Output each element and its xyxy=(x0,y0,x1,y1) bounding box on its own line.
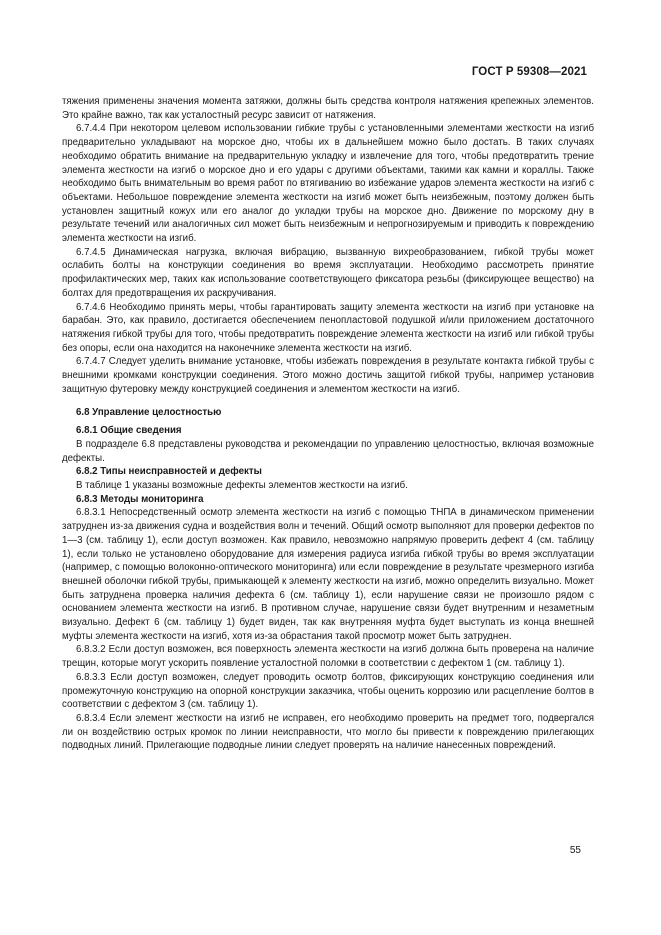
paragraph-6-8-3-4: 6.8.3.4 Если элемент жесткости на изгиб не исправен, его необходимо проверить на предмет того, подвергался ли он воздействию острых кромок по линии неисправности, что могло бы привести к повреждению прилегающих подводных линий. Прилегающие подводные линии следует проверять на наличие нанесенных повреждений. xyxy=(62,712,594,752)
subsection-heading-6-8-3: 6.8.3 Методы мониторинга xyxy=(76,493,204,505)
document-standard-id: ГОСТ Р 59308—2021 xyxy=(471,66,587,78)
paragraph-continuation: тяжения применены значения момента затяжки, должны быть средства контроля натяжения крепежных элементов. Это крайне важно, так как усталостный ресурс зависит от натяжения. xyxy=(62,96,594,121)
subsection-heading-6-8-2: 6.8.2 Типы неисправностей и дефекты xyxy=(76,466,262,478)
paragraph-6-8-3-3: 6.8.3.3 Если доступ возможен, следует проводить осмотр болтов, фиксирующих конструкцию соединения или промежуточную конструкцию на опорной конструкции заказчика, чтобы оценить коррозию или расцепление болтов в соответствии с дефектом 3 (см. таблицу 1). xyxy=(62,671,594,711)
page-number: 55 xyxy=(569,845,581,856)
paragraph-6-7-4-4: 6.7.4.4 При некотором целевом использовании гибкие трубы с установленными элементами жесткости на изгиб предварительно укладывают на морское дно, чтобы их в дальнейшем можно было достать. В таких случаях необходимо обратить внимание на предварительную укладку и извлечение для того, чтобы предотвратить трение элемента жесткости на изгиб о морское дно и его удары с другими объектами, такими как камни и кораллы. Также необходимо быть внимательным во время работ по втягиванию во избежание ударов элемента жесткости на изгиб с объектами. Небольшое повреждение элемента жесткости на изгиб может быть неизбежным, поэтому должен быть установлен защитный кожух или его аналог до укладки трубы на морское дно. Движение по морскому дну в результате течений или аналогичных сил может быть неизбежным и непрогнозируемым и приводить к повреждению элемента жесткости на изгиб. xyxy=(62,123,594,245)
paragraph-6-7-4-5: 6.7.4.5 Динамическая нагрузка, включая вибрацию, вызванную вихреобразованием, гибкой трубы может ослабить болты на конструкции соединения во время эксплуатации. Необходимо рассмотреть принятие профилактических мер, таких как использование соответствующего фиксатора резьбы (фиксирующее вещество) на болтах для предотвращения их раскручивания. xyxy=(62,246,594,299)
subsection-heading-6-8-1: 6.8.1 Общие сведения xyxy=(76,425,182,437)
paragraph-6-7-4-7: 6.7.4.7 Следует уделить внимание установке, чтобы избежать повреждения в результате контакта гибкой трубы с внешними кромками конструкции соединения. Этого можно достичь защитой гибкой трубы, например установив защитную футеровку между конструкцией соединения и элементом жесткости на изгиб. xyxy=(62,356,594,395)
paragraph-6-8-1: В подразделе 6.8 представлены руководства и рекомендации по управлению целостностью, включая возможные дефекты. xyxy=(62,438,594,464)
paragraph-6-7-4-6: 6.7.4.6 Необходимо принять меры, чтобы гарантировать защиту элемента жесткости на изгиб при установке на барабан. Это, как правило, достигается обеспечением пенопластовой подушкой и/или приложением достаточного натяжения гибкой трубы для того, чтобы предотвратить повреждение элемента жесткости на изгиб или гибкой трубы без опоры, если она находится на наконечнике элемента жесткости на изгиб. xyxy=(62,301,594,354)
document-body xyxy=(62,95,594,753)
paragraph-6-8-3-1: 6.8.3.1 Непосредственный осмотр элемента жесткости на изгиб с помощью ТНПА в динамическом применении затруднен из-за движения судна и воздействия волн и течений. Общий осмотр выполняют для проверки дефектов по 1—3 (см. таблицу 1), если доступ возможен. Как правило, невозможно напрямую проверить дефект 4 (см. таблицу 1), если только не установлено оборудование для измерения радиуса изгиба гибкой трубы во время эксплуатации (например, с помощью волоконно-оптического мониторинга) или если повреждение в результате чрезмерного изгиба внешней оболочки гибкой трубы, примыкающей к элементу жесткости на изгиб, можно определить визуально. Может быть затруднена проверка наличия дефекта 6 (см. таблицу 1), если нарушение связи не произошло рядом с основанием элемента жесткости на изгиб. В противном случае, нарушение связи будет внутренним и незаметным визуально. Дефект 6 (см. таблицу 1) будет виден, так как внутренняя муфта будет выступать из конца внешней муфты элемента жесткости на изгиб, хотя из-за обрастания такой просмотр может быть затруднен. xyxy=(62,507,594,642)
section-heading-6-8: 6.8 Управление целостностью xyxy=(76,407,222,419)
paragraph-6-8-3-2: 6.8.3.2 Если доступ возможен, вся поверхность элемента жесткости на изгиб должна быть проверена на наличие трещин, которые могут ускорить появление усталостной поломки в соответствии с дефектом 1 (см. таблицу 1). xyxy=(62,644,594,670)
paragraph-6-8-2: В таблице 1 указаны возможные дефекты элементов жесткости на изгиб. xyxy=(76,479,408,491)
